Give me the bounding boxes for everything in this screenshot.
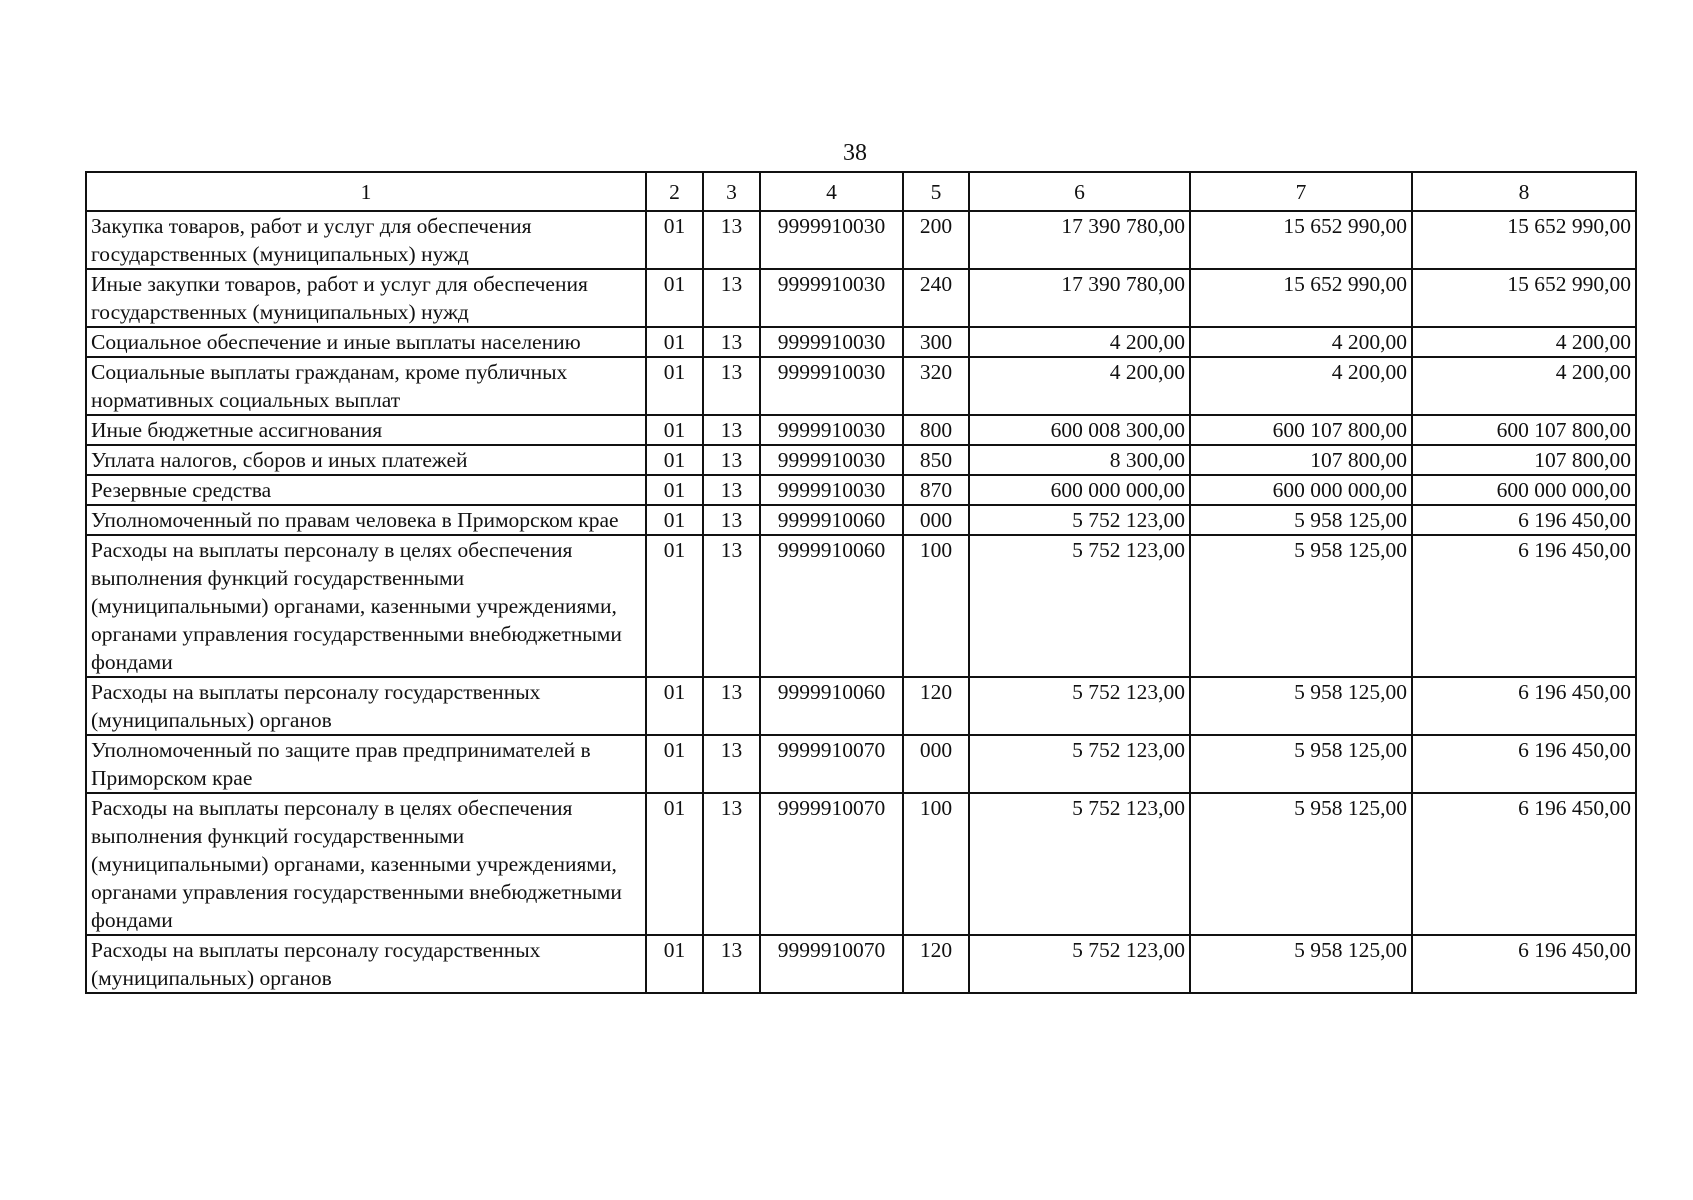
row-name-cell: Социальные выплаты гражданам, кроме публичных нормативных социальных выплат [86, 357, 646, 415]
amount-cell: 4 200,00 [1412, 357, 1636, 415]
amount-cell: 6 196 450,00 [1412, 505, 1636, 535]
amount-cell: 4 200,00 [1412, 327, 1636, 357]
amount-cell: 6 196 450,00 [1412, 935, 1636, 993]
expense-type-cell: 850 [903, 445, 969, 475]
amount-cell: 4 200,00 [1190, 327, 1412, 357]
amount-cell: 17 390 780,00 [969, 211, 1190, 269]
amount-cell: 6 196 450,00 [1412, 793, 1636, 935]
amount-cell: 5 752 123,00 [969, 935, 1190, 993]
subsection-code-cell: 13 [703, 935, 760, 993]
table-body [86, 211, 1636, 993]
row-name-cell: Расходы на выплаты персоналу государственных (муниципальных) органов [86, 935, 646, 993]
section-code-cell: 01 [646, 535, 703, 677]
amount-cell: 17 390 780,00 [969, 269, 1190, 327]
column-header: 1 [86, 172, 646, 211]
amount-cell: 15 652 990,00 [1412, 211, 1636, 269]
budget-table [85, 171, 1637, 994]
target-article-cell: 9999910060 [760, 505, 903, 535]
section-code-cell: 01 [646, 327, 703, 357]
expense-type-cell: 120 [903, 677, 969, 735]
row-name-cell: Расходы на выплаты персоналу в целях обеспечения выполнения функций государственными (муниципальными) органами, казенными учреждениями, органами управления государственными внебюджетными фондами [86, 535, 646, 677]
amount-cell: 107 800,00 [1412, 445, 1636, 475]
amount-cell: 4 200,00 [969, 327, 1190, 357]
table-row [86, 677, 1636, 735]
table-row [86, 475, 1636, 505]
target-article-cell: 9999910030 [760, 269, 903, 327]
amount-cell: 15 652 990,00 [1190, 269, 1412, 327]
row-name-cell: Уплата налогов, сборов и иных платежей [86, 445, 646, 475]
amount-cell: 6 196 450,00 [1412, 535, 1636, 677]
amount-cell: 5 752 123,00 [969, 735, 1190, 793]
amount-cell: 107 800,00 [1190, 445, 1412, 475]
section-code-cell: 01 [646, 211, 703, 269]
row-name-cell: Расходы на выплаты персоналу государственных (муниципальных) органов [86, 677, 646, 735]
subsection-code-cell: 13 [703, 327, 760, 357]
amount-cell: 8 300,00 [969, 445, 1190, 475]
row-name-cell: Закупка товаров, работ и услуг для обеспечения государственных (муниципальных) нужд [86, 211, 646, 269]
column-header: 8 [1412, 172, 1636, 211]
target-article-cell: 9999910070 [760, 935, 903, 993]
amount-cell: 5 958 125,00 [1190, 535, 1412, 677]
target-article-cell: 9999910030 [760, 211, 903, 269]
row-name-cell: Социальное обеспечение и иные выплаты населению [86, 327, 646, 357]
amount-cell: 5 752 123,00 [969, 535, 1190, 677]
row-name-cell: Иные закупки товаров, работ и услуг для обеспечения государственных (муниципальных) нужд [86, 269, 646, 327]
amount-cell: 5 958 125,00 [1190, 793, 1412, 935]
target-article-cell: 9999910030 [760, 327, 903, 357]
row-name-cell: Резервные средства [86, 475, 646, 505]
target-article-cell: 9999910030 [760, 415, 903, 445]
table-row [86, 211, 1636, 269]
table-row [86, 535, 1636, 677]
column-header: 3 [703, 172, 760, 211]
expense-type-cell: 000 [903, 735, 969, 793]
subsection-code-cell: 13 [703, 735, 760, 793]
table-row [86, 793, 1636, 935]
section-code-cell: 01 [646, 415, 703, 445]
section-code-cell: 01 [646, 475, 703, 505]
expense-type-cell: 320 [903, 357, 969, 415]
target-article-cell: 9999910060 [760, 677, 903, 735]
amount-cell: 5 752 123,00 [969, 505, 1190, 535]
amount-cell: 15 652 990,00 [1190, 211, 1412, 269]
section-code-cell: 01 [646, 793, 703, 935]
target-article-cell: 9999910070 [760, 735, 903, 793]
amount-cell: 5 958 125,00 [1190, 505, 1412, 535]
column-header: 2 [646, 172, 703, 211]
section-code-cell: 01 [646, 735, 703, 793]
expense-type-cell: 100 [903, 793, 969, 935]
column-header: 7 [1190, 172, 1412, 211]
section-code-cell: 01 [646, 269, 703, 327]
amount-cell: 600 000 000,00 [969, 475, 1190, 505]
expense-type-cell: 870 [903, 475, 969, 505]
amount-cell: 6 196 450,00 [1412, 677, 1636, 735]
subsection-code-cell: 13 [703, 535, 760, 677]
target-article-cell: 9999910030 [760, 475, 903, 505]
target-article-cell: 9999910030 [760, 445, 903, 475]
target-article-cell: 9999910070 [760, 793, 903, 935]
column-header: 4 [760, 172, 903, 211]
table-row [86, 357, 1636, 415]
table-row [86, 415, 1636, 445]
amount-cell: 600 008 300,00 [969, 415, 1190, 445]
row-name-cell: Уполномоченный по защите прав предпринимателей в Приморском крае [86, 735, 646, 793]
amount-cell: 4 200,00 [1190, 357, 1412, 415]
subsection-code-cell: 13 [703, 269, 760, 327]
expense-type-cell: 240 [903, 269, 969, 327]
subsection-code-cell: 13 [703, 415, 760, 445]
table-row [86, 269, 1636, 327]
table-row [86, 445, 1636, 475]
table-row [86, 735, 1636, 793]
amount-cell: 600 107 800,00 [1412, 415, 1636, 445]
page-number: 38 [843, 140, 867, 166]
section-code-cell: 01 [646, 445, 703, 475]
subsection-code-cell: 13 [703, 475, 760, 505]
expense-type-cell: 200 [903, 211, 969, 269]
section-code-cell: 01 [646, 677, 703, 735]
amount-cell: 5 958 125,00 [1190, 735, 1412, 793]
amount-cell: 600 107 800,00 [1190, 415, 1412, 445]
amount-cell: 600 000 000,00 [1190, 475, 1412, 505]
expense-type-cell: 100 [903, 535, 969, 677]
row-name-cell: Расходы на выплаты персоналу в целях обеспечения выполнения функций государственными (муниципальными) органами, казенными учреждениями, органами управления государственными внебюджетными фондами [86, 793, 646, 935]
target-article-cell: 9999910060 [760, 535, 903, 677]
table-row [86, 935, 1636, 993]
row-name-cell: Иные бюджетные ассигнования [86, 415, 646, 445]
subsection-code-cell: 13 [703, 677, 760, 735]
subsection-code-cell: 13 [703, 445, 760, 475]
section-code-cell: 01 [646, 935, 703, 993]
amount-cell: 15 652 990,00 [1412, 269, 1636, 327]
table-row [86, 505, 1636, 535]
subsection-code-cell: 13 [703, 793, 760, 935]
column-header: 6 [969, 172, 1190, 211]
amount-cell: 4 200,00 [969, 357, 1190, 415]
amount-cell: 5 752 123,00 [969, 677, 1190, 735]
subsection-code-cell: 13 [703, 357, 760, 415]
expense-type-cell: 300 [903, 327, 969, 357]
amount-cell: 5 958 125,00 [1190, 677, 1412, 735]
expense-type-cell: 000 [903, 505, 969, 535]
section-code-cell: 01 [646, 505, 703, 535]
amount-cell: 6 196 450,00 [1412, 735, 1636, 793]
subsection-code-cell: 13 [703, 211, 760, 269]
amount-cell: 600 000 000,00 [1412, 475, 1636, 505]
column-header: 5 [903, 172, 969, 211]
row-name-cell: Уполномоченный по правам человека в Приморском крае [86, 505, 646, 535]
table-row [86, 327, 1636, 357]
amount-cell: 5 958 125,00 [1190, 935, 1412, 993]
expense-type-cell: 800 [903, 415, 969, 445]
amount-cell: 5 752 123,00 [969, 793, 1190, 935]
section-code-cell: 01 [646, 357, 703, 415]
subsection-code-cell: 13 [703, 505, 760, 535]
target-article-cell: 9999910030 [760, 357, 903, 415]
expense-type-cell: 120 [903, 935, 969, 993]
header-row [86, 172, 1636, 211]
